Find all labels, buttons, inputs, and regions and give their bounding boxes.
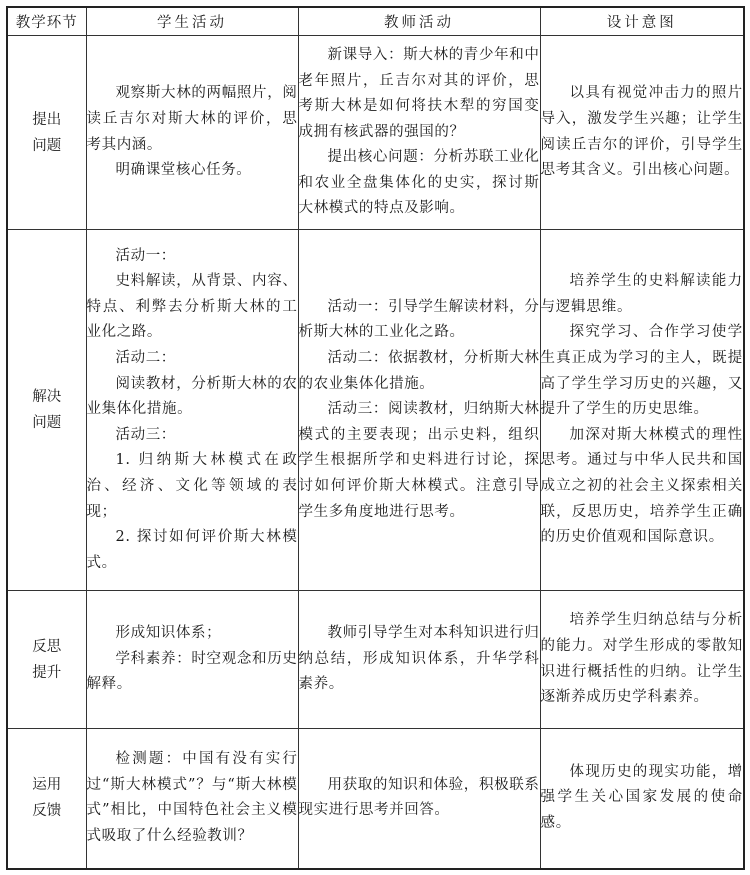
stage-label-line: 运用 bbox=[32, 777, 62, 794]
paragraph: 活动二： bbox=[115, 350, 176, 367]
table-row bbox=[7, 591, 744, 729]
stage-label-line: 解决 bbox=[32, 389, 62, 405]
header-design-intent: 设计意图 bbox=[540, 7, 744, 36]
paragraph: 培养学生的史料解读能力与逻辑思维。 bbox=[540, 273, 743, 315]
header-stage: 教学环节 bbox=[7, 7, 86, 36]
teacher-activity-cell bbox=[298, 230, 540, 591]
design-intent-cell bbox=[540, 729, 744, 869]
paragraph: 史料解读，从背景、内容、特点、利弊去分析斯大林的工业化之路。 bbox=[86, 273, 298, 341]
design-intent-cell bbox=[540, 36, 744, 230]
stage-label-line: 问题 bbox=[32, 137, 62, 154]
stage-cell bbox=[7, 729, 86, 869]
table-header-row bbox=[7, 7, 744, 36]
stage-label-line: 反思 bbox=[32, 638, 62, 655]
stage-cell bbox=[7, 36, 86, 230]
paragraph: 活动一：引导学生解读材料，分析斯大林的工业化之路。 bbox=[298, 298, 540, 341]
student-activity-cell bbox=[86, 591, 298, 729]
paragraph: 阅读教材，分析斯大林的农业集体化措施。 bbox=[86, 375, 298, 418]
stage-label-line: 提出 bbox=[32, 111, 62, 128]
design-intent-cell bbox=[540, 230, 744, 591]
paragraph: 检测题：中国有没有实行过“斯大林模式”？与“斯大林模式”相比，中国特色社会主义模式吸取了什么经验教训？ bbox=[86, 751, 298, 844]
paragraph: 活动二：依据教材，分析斯大林的农业集体化措施。 bbox=[298, 350, 540, 392]
paragraph: 用获取的知识和体验，积极联系现实进行思考并回答。 bbox=[298, 776, 540, 819]
paragraph: 教师引导学生对本科知识进行归纳总结，形成知识体系，升华学科素养。 bbox=[298, 625, 540, 693]
header-teacher-activity: 教师活动 bbox=[298, 7, 540, 36]
paragraph: 学科素养：时空观念和历史解释。 bbox=[86, 650, 298, 693]
header-student-activity: 学生活动 bbox=[86, 7, 298, 36]
table-row bbox=[7, 36, 744, 230]
paragraph: 2. 探讨如何评价斯大林模式。 bbox=[86, 529, 298, 571]
paragraph: 培养学生归纳总结与分析的能力。对学生形成的零散知识进行概括性的归纳。让学生逐渐养成历史学科素养。 bbox=[540, 612, 743, 706]
paragraph: 新课导入：斯大林的青少年和中老年照片，丘吉尔对其的评价，思考斯大林是如何将扶木犁的穷国变成拥有核武器的强国的？ bbox=[298, 46, 540, 140]
paragraph: 形成知识体系； bbox=[115, 625, 222, 642]
student-activity-cell bbox=[86, 36, 298, 230]
teacher-activity-cell bbox=[298, 729, 540, 869]
lesson-plan-table bbox=[6, 6, 745, 870]
stage-cell bbox=[7, 591, 86, 729]
paragraph: 活动一： bbox=[115, 247, 176, 264]
student-activity-cell bbox=[86, 729, 298, 869]
paragraph: 活动三： bbox=[115, 426, 176, 443]
table-row bbox=[7, 729, 744, 869]
student-activity-cell bbox=[86, 230, 298, 591]
design-intent-cell bbox=[540, 591, 744, 729]
paragraph: 明确课堂核心任务。 bbox=[115, 162, 252, 179]
paragraph: 以具有视觉冲击力的照片导入，激发学生兴趣；让学生阅读丘吉尔的评价，引导学生思考其含义。引出核心问题。 bbox=[540, 85, 743, 179]
paragraph: 提出核心问题：分析苏联工业化和农业全盘集体化的史实，探讨斯大林模式的特点及影响。 bbox=[298, 149, 540, 217]
stage-label-line: 反馈 bbox=[32, 803, 62, 820]
stage-label-line: 问题 bbox=[32, 415, 62, 431]
paragraph: 探究学习、合作学习使学生真正成为学习的主人，既提高了学生学习历史的兴趣，又提升了学生的历史思维。 bbox=[540, 324, 743, 418]
paragraph: 1. 归纳斯大林模式在政治、经济、文化等领域的表现； bbox=[86, 452, 298, 520]
paragraph: 体现历史的现实功能，增强学生关心国家发展的使命感。 bbox=[540, 763, 743, 832]
teacher-activity-cell bbox=[298, 36, 540, 230]
paragraph: 活动三：阅读教材，归纳斯大林模式的主要表现；出示史料，组织学生根据所学和史料进行讨论，探讨如何评价斯大林模式。注意引导学生多角度地进行思考。 bbox=[298, 401, 540, 520]
teacher-activity-cell bbox=[298, 591, 540, 729]
paragraph: 加深对斯大林模式的理性思考。通过与中华人民共和国成立之初的社会主义探索相关联，反思历史，培养学生正确的历史价值观和国际意识。 bbox=[540, 426, 743, 546]
stage-label-line: 提升 bbox=[32, 664, 62, 681]
paragraph: 观察斯大林的两幅照片，阅读丘吉尔对斯大林的评价，思考其内涵。 bbox=[86, 85, 298, 153]
table-row bbox=[7, 230, 744, 591]
stage-cell bbox=[7, 230, 86, 591]
